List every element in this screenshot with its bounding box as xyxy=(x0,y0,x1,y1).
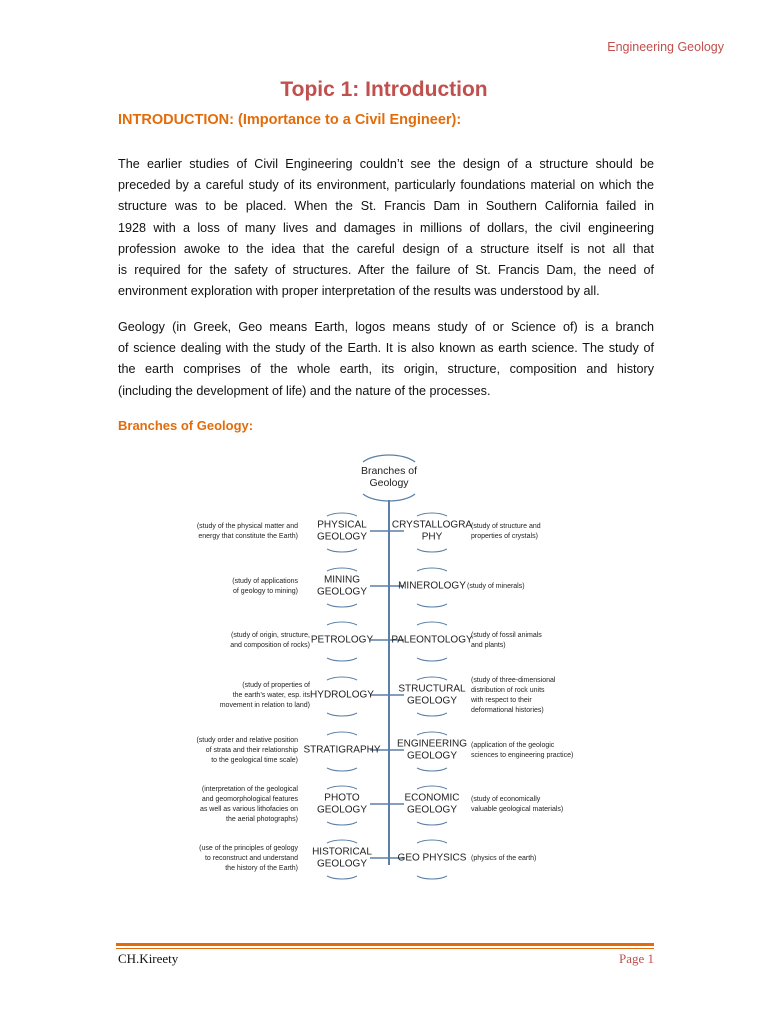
node-arc-bottom xyxy=(417,876,447,879)
branch-desc-right: valuable geological materials) xyxy=(471,805,564,813)
paragraph-line: The earlier studies of Civil Engineering couldn’t see the design of a structure should be xyxy=(118,157,654,171)
branch-name-left: GEOLOGY xyxy=(316,531,368,543)
branch-desc-left: (study of applications xyxy=(232,577,298,585)
paragraph-line: structure was to be placed. When the St. Francis Dam in Southern California failed in xyxy=(118,199,654,214)
branch-desc-right: and plants) xyxy=(471,641,506,649)
branch-name-left: PHYSICAL xyxy=(317,519,367,531)
branch-desc-right: (application of the geologic xyxy=(471,741,555,749)
branch-desc-left: as well as various lithofacies on xyxy=(199,805,298,813)
branch-desc-left: and geomorphological features xyxy=(201,795,298,803)
node-arc-bottom xyxy=(327,822,357,825)
node-arc-bottom xyxy=(417,713,447,716)
branch-name-right: PHY xyxy=(421,531,443,543)
branch-desc-right: deformational histories) xyxy=(471,706,544,714)
branch-desc-right: (study of structure and xyxy=(471,522,541,530)
paragraph-line: profession awoke to the idea that the careful design of a structure itself is not all that xyxy=(118,241,654,256)
branch-name-right: CRYSTALLOGRA xyxy=(391,519,473,531)
branch-name-left: GEOLOGY xyxy=(316,804,368,816)
node-arc-top xyxy=(327,622,357,625)
branch-name-left: STRATIGRAPHY xyxy=(303,744,381,756)
running-header: Engineering Geology xyxy=(607,40,724,54)
branch-name-right: ECONOMIC xyxy=(404,792,460,804)
branch-desc-left: the history of the Earth) xyxy=(225,864,298,872)
branch-desc-right: (study of minerals) xyxy=(467,582,525,590)
node-arc-bottom xyxy=(327,604,357,607)
branch-desc-right: (study of economically xyxy=(471,795,541,803)
branch-name-right: MINEROLOGY xyxy=(398,580,466,592)
node-arc-bottom xyxy=(327,713,357,716)
node-arc-bottom xyxy=(327,549,357,552)
branch-desc-right: (physics of the earth) xyxy=(471,854,537,862)
node-arc-top xyxy=(327,513,357,516)
node-arc-bottom xyxy=(327,768,357,771)
branch-name-left: PHOTO xyxy=(324,792,360,804)
branch-desc-left: (study order and relative position xyxy=(196,736,298,744)
node-arc-top xyxy=(417,732,447,735)
page-title: Topic 1: Introduction xyxy=(280,78,488,101)
node-arc-bottom xyxy=(417,658,447,661)
branch-desc-right: (study of fossil animals xyxy=(471,631,542,639)
node-arc-bottom xyxy=(327,658,357,661)
branch-desc-left: to the geological time scale) xyxy=(211,756,298,764)
branch-desc-right: distribution of rock units xyxy=(471,686,545,694)
node-arc-top xyxy=(327,732,357,735)
branch-desc-right: properties of crystals) xyxy=(471,532,538,540)
node-arc-bottom xyxy=(417,549,447,552)
branch-desc-left: to reconstruct and understand xyxy=(204,854,298,862)
node-arc-bottom xyxy=(417,604,447,607)
branch-desc-left: the aerial photographs) xyxy=(226,815,298,823)
branch-desc-left: (study of origin, structure, xyxy=(231,631,310,639)
root-arc-bottom xyxy=(363,494,415,501)
node-arc-top xyxy=(327,568,357,571)
branch-desc-right: (study of three-dimensional xyxy=(471,676,556,684)
branch-name-right: GEO PHYSICS xyxy=(397,852,467,864)
footer-divider xyxy=(116,943,654,946)
node-arc-bottom xyxy=(417,768,447,771)
node-arc-top xyxy=(417,677,447,680)
diagram-root-label: Geology xyxy=(369,476,409,489)
branch-desc-left: energy that constitute the Earth) xyxy=(198,532,298,540)
diagram-root-label: Branches of xyxy=(360,464,418,477)
branch-desc-left: the earth’s water, esp. its xyxy=(232,691,310,699)
branch-name-left: GEOLOGY xyxy=(316,858,368,870)
branches-heading: Branches of Geology: xyxy=(118,418,254,433)
paragraph-line: Geology (in Greek, Geo means Earth, logos means study of or Science of) is a branch xyxy=(118,320,654,334)
branch-name-left: GEOLOGY xyxy=(316,586,368,598)
branch-desc-left: of strata and their relationship xyxy=(205,746,298,754)
node-arc-top xyxy=(417,568,447,571)
branch-desc-left: and composition of rocks) xyxy=(230,641,310,649)
branch-name-right: GEOLOGY xyxy=(406,695,458,707)
node-arc-top xyxy=(417,513,447,516)
branch-desc-left: of geology to mining) xyxy=(233,587,298,595)
paragraph-line: environment exploration with proper interpretation of the results was understood by all. xyxy=(118,284,600,299)
node-arc-top xyxy=(417,622,447,625)
branch-name-left: HYDROLOGY xyxy=(310,689,374,701)
branch-desc-left: (study of the physical matter and xyxy=(196,522,298,530)
branch-name-left: MINING xyxy=(323,574,361,586)
section-heading: INTRODUCTION: (Importance to a Civil Engineer): xyxy=(118,112,462,128)
branch-desc-left: (study of properties of xyxy=(242,681,310,689)
branch-desc-left: (interpretation of the geological xyxy=(201,785,298,793)
node-arc-top xyxy=(327,840,357,843)
branch-desc-left: (use of the principles of geology xyxy=(199,844,298,852)
paragraph-line: is required for the safety of structures. After the failure of St. Francis Dam, the need of xyxy=(118,263,654,278)
branch-name-right: PALEONTOLOGY xyxy=(391,634,473,646)
branch-name-left: HISTORICAL xyxy=(312,846,372,858)
paragraph-line: (including the development of life) and the nature of the processes. xyxy=(118,383,491,398)
branch-name-right: STRUCTURAL xyxy=(398,683,466,695)
node-arc-bottom xyxy=(327,876,357,879)
page-number: Page 1 xyxy=(618,951,654,966)
branch-name-left: PETROLOGY xyxy=(310,634,374,646)
branch-desc-left: movement in relation to land) xyxy=(219,701,310,709)
node-arc-top xyxy=(417,840,447,843)
paragraph-line: the earth comprises of the whole earth, its origin, structure, composition and history xyxy=(118,362,654,377)
branch-desc-right: sciences to engineering practice) xyxy=(471,751,574,759)
footer-author: CH.Kireety xyxy=(118,951,179,966)
node-arc-bottom xyxy=(417,822,447,825)
paragraph-line: 1928 with a loss of many lives and damages in millions of dollars, the civil engineering xyxy=(118,220,654,235)
branch-desc-right: with respect to their xyxy=(471,696,532,704)
paragraph-line: of science dealing with the study of the Earth. It is also known as earth science. The study of xyxy=(118,341,654,356)
node-arc-top xyxy=(327,677,357,680)
footer-divider-thin xyxy=(116,948,654,949)
root-arc-top xyxy=(363,455,415,462)
branch-name-right: GEOLOGY xyxy=(406,750,458,762)
branch-name-right: GEOLOGY xyxy=(406,804,458,816)
node-arc-top xyxy=(327,786,357,789)
branch-name-right: ENGINEERING xyxy=(396,738,468,750)
paragraph-line: preceded by a careful study of its environment, particularly foundations material on which the xyxy=(118,178,654,193)
node-arc-top xyxy=(417,786,447,789)
